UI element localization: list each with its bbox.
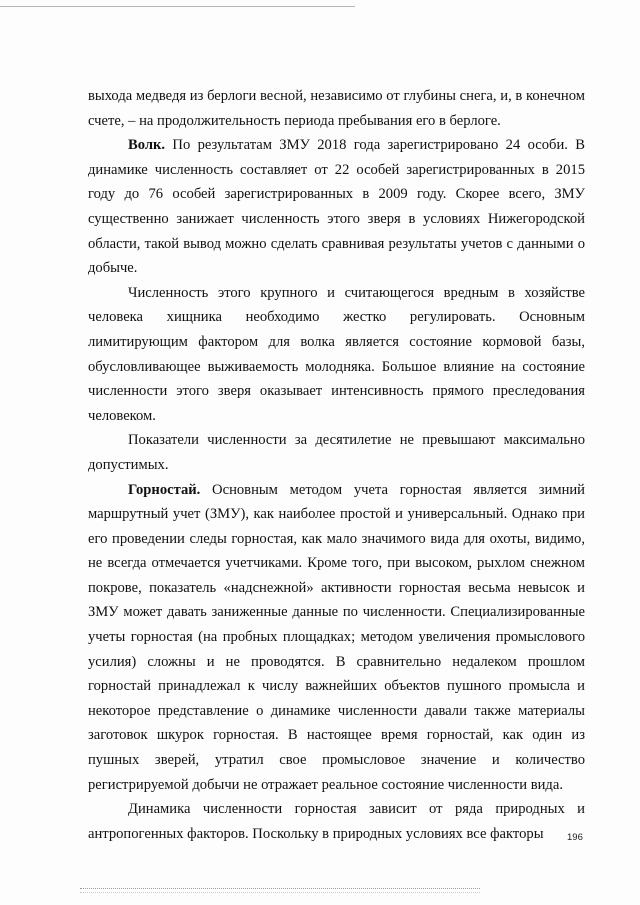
section-heading-ermine: Горностай. (128, 481, 201, 498)
paragraph-text: выхода медведя из берлоги весной, независимо от глубины снега, и, в конечном счете, – на продолжительность периода пребывания его в берлоге. (88, 88, 585, 129)
paragraph-ermine-dynamics (88, 797, 585, 846)
section-heading-wolf: Волк. (128, 137, 166, 154)
paragraph-text: По результатам ЗМУ 2018 года зарегистрировано 24 особи. В динамике численность составляет от 22 особей зарегистрированных в 2015 году до 76 особей зарегистрированных в 2009 году. Скорее всего, ЗМУ существенно занижает численность этого зверя в условиях Нижегородской области, такой вывод можно сделать сравнивая результаты учетов с данными о добыче. (88, 137, 585, 277)
paragraph-wolf (88, 133, 585, 281)
body-text (88, 84, 585, 846)
page-number: 196 (567, 832, 583, 843)
paragraph-text: Основным методом учета горностая является зимний маршрутный учет (ЗМУ), как наиболее простой и универсальный. Однако при его проведении следы горностая, как мало значимого вида для охоты, видимо, не всегда отмечается учетчиками. Кроме того, при высоком, рыхлом снежном покрове, показатель «надснежной» активности горностая весьма невысок и ЗМУ может давать заниженные данные по численности. Специализированные учеты горностая (на пробных площадках; методом увеличения промыслового усилия) сложны и не проводятся. В сравнительно недалеком прошлом горностай принадлежал к числу важнейших объектов пушного промысла и некоторое представление о динамике численности давали также материалы заготовок шкурок горностая. В настоящее время горностай, как один из пушных зверей, утратил свое промысловое значение и количество регистрируемой добычи не отражает реальное состояние численности вида. (88, 481, 585, 793)
paragraph-continuation (88, 84, 585, 133)
paragraph-ermine (88, 478, 585, 798)
scan-edge-line (0, 6, 355, 7)
paragraph-text: Динамика численности горностая зависит от ряда природных и антропогенных факторов. Поскольку в природных условиях все факторы (88, 801, 585, 842)
scan-edge-bottom (80, 888, 480, 893)
paragraph-wolf-indicators (88, 428, 585, 477)
paragraph-text: Показатели численности за десятилетие не превышают максимально допустимых. (88, 432, 585, 473)
paragraph-text: Численность этого крупного и считающегося вредным в хозяйстве человека хищника необходимо жестко регулировать. Основным лимитирующим фактором для волка является состояние кормовой базы, обусловливающее выживаемость молодняка. Большое влияние на состояние численности этого зверя оказывает интенсивность прямого преследования человеком. (88, 284, 585, 424)
paragraph-wolf-regulation (88, 281, 585, 429)
